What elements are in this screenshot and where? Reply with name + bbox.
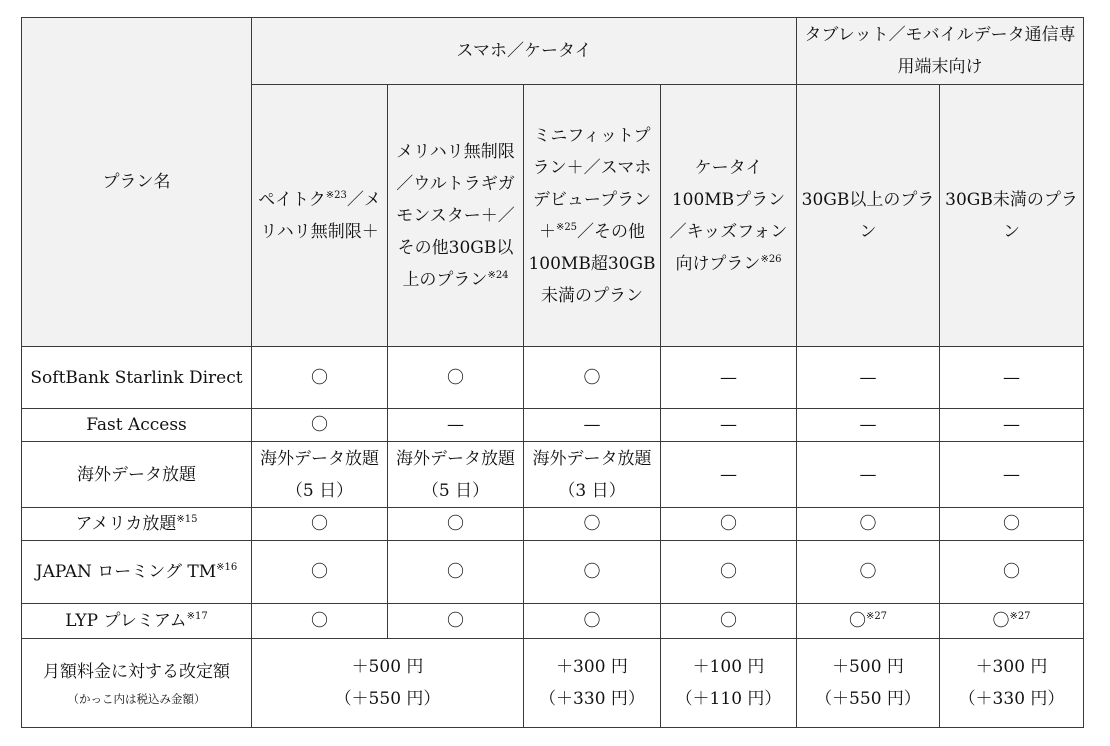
- cell-price-3-net: ＋100 円: [692, 657, 765, 677]
- cell-japan-roaming-1: 〇: [252, 541, 388, 604]
- plan-header-5: 30GB以上のプラン: [797, 85, 940, 347]
- cell-lyp-5-note: ※27: [865, 611, 888, 622]
- cell-lyp-5-mark: 〇: [848, 611, 866, 631]
- row-label-japan-roaming-note: ※16: [216, 562, 238, 573]
- header-group-row: [22, 18, 1084, 85]
- row-label-lyp-premium-note: ※17: [186, 611, 208, 622]
- cell-price-3: [661, 639, 797, 728]
- cell-starlink-4: —: [661, 347, 797, 409]
- cell-starlink-1: 〇: [252, 347, 388, 409]
- row-starlink-direct: [22, 347, 1084, 409]
- row-label-lyp-premium: [22, 604, 252, 639]
- cell-price-1: [252, 639, 524, 728]
- row-label-japan-roaming: [22, 541, 252, 604]
- row-label-fast-access: Fast Access: [22, 409, 252, 442]
- cell-japan-roaming-6: 〇: [940, 541, 1084, 604]
- cell-lyp-4: 〇: [661, 604, 797, 639]
- cell-overseas-4: —: [661, 442, 797, 508]
- cell-lyp-5: [797, 604, 940, 639]
- cell-price-2-net: ＋300 円: [556, 657, 628, 677]
- cell-overseas-3: 海外データ放題（3 日）: [524, 442, 661, 508]
- cell-america-2: 〇: [388, 508, 524, 541]
- row-label-starlink-direct: SoftBank Starlink Direct: [22, 347, 252, 409]
- cell-overseas-6: —: [940, 442, 1084, 508]
- cell-lyp-6: [940, 604, 1084, 639]
- cell-fast-access-2: —: [388, 409, 524, 442]
- cell-fast-access-6: —: [940, 409, 1084, 442]
- cell-america-3: 〇: [524, 508, 661, 541]
- row-label-america-note: ※15: [176, 514, 198, 525]
- cell-america-6: 〇: [940, 508, 1084, 541]
- group-header-smartphone: スマホ／ケータイ: [252, 18, 797, 85]
- plan-header-1: [252, 85, 388, 347]
- group-header-tablet: タブレット／モバイルデータ通信専用端末向け: [797, 18, 1084, 85]
- row-japan-roaming: [22, 541, 1084, 604]
- plan-header-4-name: ケータイ100MBプラン／キッズフォン向けプラン: [669, 157, 788, 274]
- row-label-price: [22, 639, 252, 728]
- cell-price-4-net: ＋500 円: [832, 657, 904, 677]
- cell-starlink-5: —: [797, 347, 940, 409]
- row-lyp-premium: [22, 604, 1084, 639]
- row-label-america-text: アメリカ放題: [75, 514, 177, 534]
- row-price-revision: [22, 639, 1084, 728]
- cell-overseas-2: 海外データ放題（5 日）: [388, 442, 524, 508]
- row-label-overseas-data: 海外データ放題: [22, 442, 252, 508]
- cell-starlink-6: —: [940, 347, 1084, 409]
- cell-price-5: [940, 639, 1084, 728]
- cell-japan-roaming-2: 〇: [388, 541, 524, 604]
- plan-header-3: [524, 85, 661, 347]
- cell-lyp-3: 〇: [524, 604, 661, 639]
- plan-header-1-name: ペイトク: [258, 189, 326, 210]
- cell-fast-access-3: —: [524, 409, 661, 442]
- cell-price-3-gross: （＋110 円）: [675, 689, 782, 709]
- cell-starlink-3: 〇: [524, 347, 661, 409]
- cell-fast-access-5: —: [797, 409, 940, 442]
- plan-header-4-note: ※26: [760, 253, 782, 265]
- cell-lyp-6-mark: 〇: [992, 611, 1010, 631]
- plan-header-1-name2: ／メリハリ無制限＋: [260, 189, 381, 242]
- row-fast-access: [22, 409, 1084, 442]
- row-label-america: [22, 508, 252, 541]
- row-label-price-small: （かっこ内は税込み金額）: [67, 692, 206, 706]
- row-america: [22, 508, 1084, 541]
- cell-japan-roaming-5: 〇: [797, 541, 940, 604]
- cell-lyp-2: 〇: [388, 604, 524, 639]
- cell-japan-roaming-4: 〇: [661, 541, 797, 604]
- cell-america-4: 〇: [661, 508, 797, 541]
- cell-price-5-gross: （＋330 円）: [958, 689, 1065, 709]
- plan-header-3-name: ミニフィットプラン＋／スマホデビュープラン＋: [532, 125, 652, 242]
- cell-price-1-net: ＋500 円: [351, 657, 424, 677]
- cell-price-5-net: ＋300 円: [975, 657, 1048, 677]
- plan-header-1-note: ※23: [325, 189, 347, 201]
- plan-header-3-note: ※25: [555, 221, 578, 233]
- pricing-revision-table: [21, 17, 1084, 728]
- plan-header-2: [388, 85, 524, 347]
- cell-fast-access-1: 〇: [252, 409, 388, 442]
- cell-lyp-6-note: ※27: [1009, 611, 1031, 622]
- plan-header-6: 30GB未満のプラン: [940, 85, 1084, 347]
- plan-header-3-name2: ／その他100MB超30GB未満のプラン: [528, 221, 656, 306]
- plan-name-header: プラン名: [22, 18, 252, 347]
- cell-price-4: [797, 639, 940, 728]
- plan-header-2-name: メリハリ無制限／ウルトラギガモンスター＋／その他30GB以上のプラン: [396, 141, 515, 290]
- cell-price-1-gross: （＋550 円）: [334, 689, 441, 709]
- cell-america-5: 〇: [797, 508, 940, 541]
- row-label-japan-roaming-text: JAPAN ローミング TM: [35, 562, 217, 582]
- cell-price-4-gross: （＋550 円）: [815, 689, 921, 709]
- cell-america-1: 〇: [252, 508, 388, 541]
- row-label-lyp-premium-text: LYP プレミアム: [65, 611, 187, 631]
- cell-fast-access-4: —: [661, 409, 797, 442]
- cell-japan-roaming-3: 〇: [524, 541, 661, 604]
- cell-overseas-5: —: [797, 442, 940, 508]
- cell-price-2: [524, 639, 661, 728]
- cell-price-2-gross: （＋330 円）: [539, 689, 645, 709]
- row-overseas-data: [22, 442, 1084, 508]
- cell-overseas-1: 海外データ放題（5 日）: [252, 442, 388, 508]
- plan-header-4: [661, 85, 797, 347]
- cell-starlink-2: 〇: [388, 347, 524, 409]
- row-label-price-text: 月額料金に対する改定額: [43, 662, 230, 682]
- cell-lyp-1: 〇: [252, 604, 388, 639]
- plan-header-2-note: ※24: [487, 269, 509, 281]
